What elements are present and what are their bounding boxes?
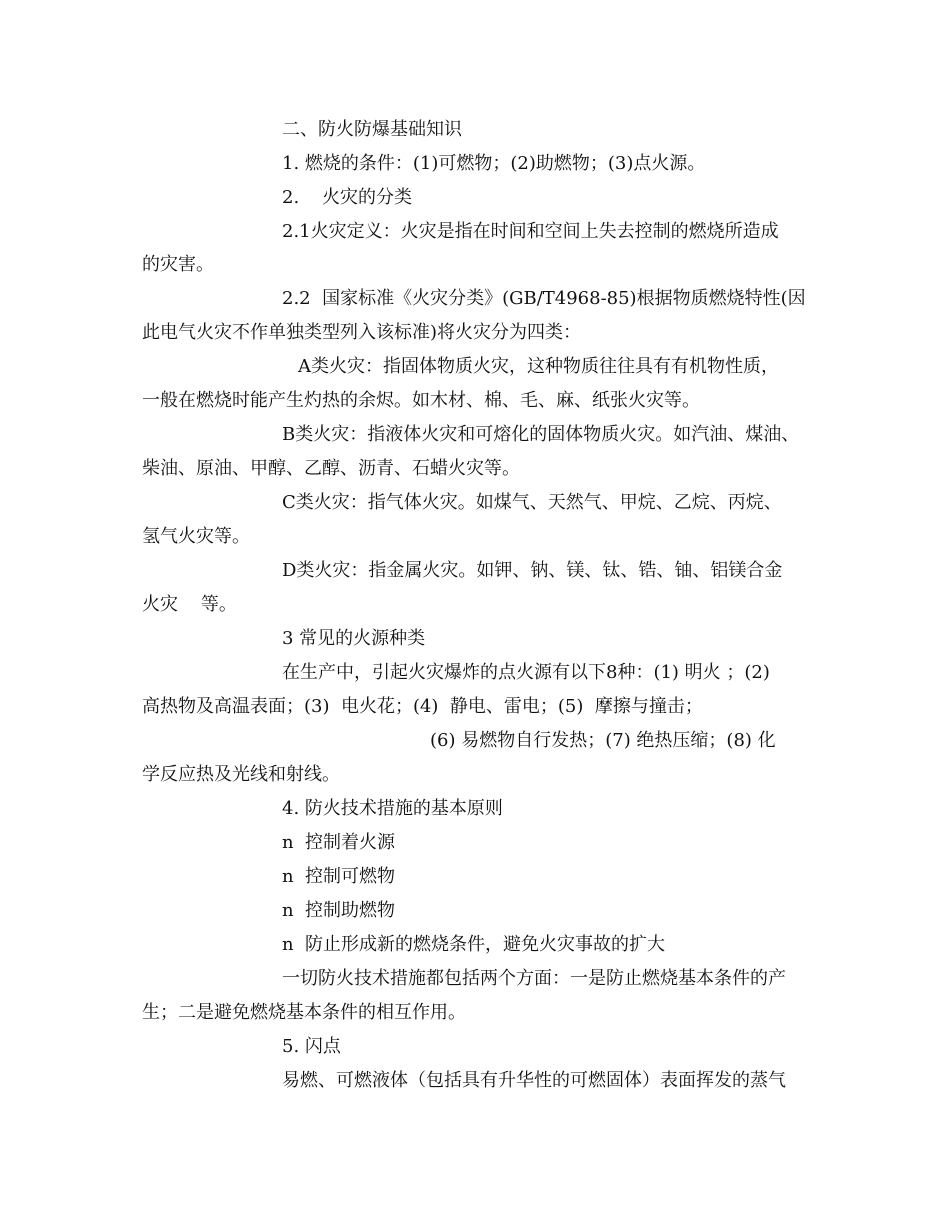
- text-line: 氢气火灾等。: [142, 526, 250, 547]
- bullet-item: n 防止形成新的燃烧条件，避免火灾事故的扩大: [282, 934, 666, 955]
- text-line: 高热物及高温表面；(3) 电火花；(4) 静电、雷电；(5) 摩擦与撞击；: [142, 696, 703, 717]
- text-line: 此电气火灾不作单独类型列入该标准)将火灾分为四类：: [142, 322, 582, 343]
- bullet-item: n 控制可燃物: [282, 866, 396, 887]
- text-line: 柴油、原油、甲醇、乙醇、沥青、石蜡火灾等。: [142, 458, 520, 479]
- text-line: 一切防火技术措施都包括两个方面：一是防止燃烧基本条件的产: [282, 968, 786, 989]
- text-line: D类火灾：指金属火灾。如钾、钠、镁、钛、锆、铀、铝镁合金: [282, 560, 783, 581]
- text-line: 火灾 等。: [142, 594, 237, 615]
- bullet-item: n 控制着火源: [282, 832, 396, 853]
- text-line: 的灾害。: [142, 254, 214, 275]
- text-line: 1. 燃烧的条件：(1)可燃物；(2)助燃物；(3)点火源。: [282, 153, 706, 174]
- text-line: B类火灾：指液体火灾和可熔化的固体物质火灾。如汽油、煤油、: [282, 424, 800, 445]
- subsection-heading: 3 常见的火源种类: [282, 628, 426, 649]
- text-line: (6) 易燃物自行发热；(7) 绝热压缩；(8) 化: [430, 730, 776, 751]
- subsection-heading: 4. 防火技术措施的基本原则: [282, 798, 503, 819]
- text-line: 生；二是避免燃烧基本条件的相互作用。: [142, 1002, 466, 1023]
- text-line: 易燃、可燃液体（包括具有升华性的可燃固体）表面挥发的蒸气: [282, 1070, 786, 1091]
- text-line: 一般在燃烧时能产生灼热的余烬。如木材、棉、毛、麻、纸张火灾等。: [142, 390, 700, 411]
- bullet-item: n 控制助燃物: [282, 900, 396, 921]
- subsection-heading: 5. 闪点: [282, 1036, 341, 1057]
- section-heading: 二、防火防爆基础知识: [282, 119, 462, 140]
- text-line: A类火灾：指固体物质火灾，这种物质往往具有有机物性质，: [298, 356, 779, 377]
- text-line: 学反应热及光线和射线。: [142, 764, 340, 785]
- text-line: 2.1火灾定义：火灾是指在时间和空间上失去控制的燃烧所造成: [282, 221, 779, 242]
- text-line: 2.2 国家标准《火灾分类》(GB/T4968-85)根据物质燃烧特性(因: [282, 288, 806, 309]
- subsection-heading: 2. 火灾的分类: [282, 187, 413, 208]
- text-line: 在生产中，引起火灾爆炸的点火源有以下8种：(1) 明火 ；(2): [282, 662, 770, 683]
- text-line: C类火灾：指气体火灾。如煤气、天然气、甲烷、乙烷、丙烷、: [282, 492, 782, 513]
